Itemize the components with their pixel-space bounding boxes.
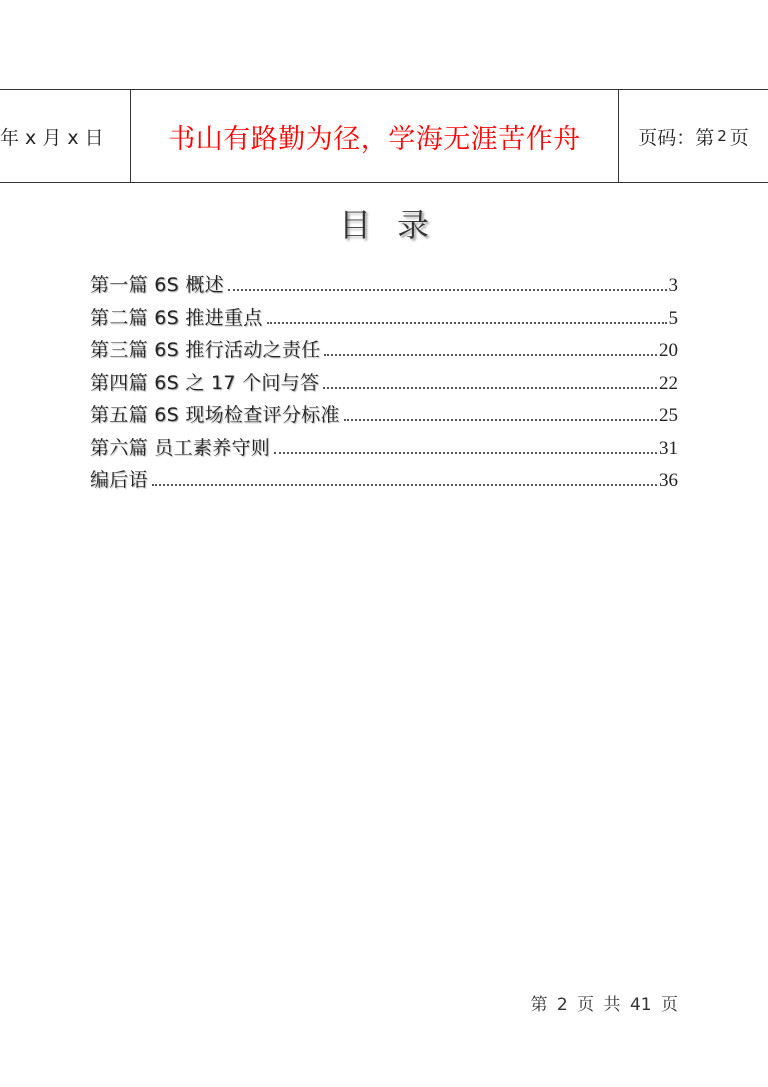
toc-leader-dots — [324, 354, 657, 356]
header-page-number — [619, 90, 768, 182]
toc-leader-dots — [323, 387, 657, 389]
page-number: 2 — [717, 127, 727, 145]
toc-title: 目录 — [338, 206, 455, 244]
toc-entry-label: 第五篇 6S 现场检查评分标准 — [90, 404, 340, 426]
header-date: 年 x 月 x 日 — [0, 90, 131, 182]
page-prefix: 页码：第 — [638, 126, 715, 149]
page-header — [0, 89, 768, 183]
table-of-contents — [90, 270, 678, 498]
toc-entry-page: 3 — [668, 275, 678, 296]
toc-entry-label: 编后语 — [90, 469, 148, 491]
toc-entry[interactable] — [90, 433, 678, 466]
toc-entry[interactable] — [90, 335, 678, 368]
toc-entry-label: 第四篇 6S 之 17 个问与答 — [90, 371, 320, 394]
toc-entry[interactable] — [90, 400, 678, 433]
toc-leader-dots — [344, 419, 657, 421]
toc-entry-label: 第三篇 6S 推行活动之责任 — [90, 339, 321, 361]
toc-entry-page: 36 — [659, 470, 678, 491]
toc-entry-page: 31 — [659, 437, 678, 459]
toc-entry-page: 22 — [659, 372, 678, 394]
toc-entry[interactable] — [90, 368, 678, 401]
page-suffix: 页 — [729, 126, 749, 149]
toc-entry[interactable] — [90, 465, 678, 498]
toc-leader-dots — [228, 289, 667, 291]
toc-entry-label: 第六篇 员工素养守则 — [90, 436, 271, 459]
toc-entry[interactable] — [90, 270, 678, 303]
header-motto: 书山有路勤为径，学海无涯苦作舟 — [131, 90, 619, 182]
toc-leader-dots — [267, 322, 667, 324]
toc-entry-page: 25 — [659, 405, 678, 426]
toc-leader-dots — [274, 452, 657, 454]
toc-entry-page: 5 — [668, 307, 678, 329]
toc-entry-label: 第一篇 6S 概述 — [90, 274, 224, 296]
toc-entry-label: 第二篇 6S 推进重点 — [90, 306, 263, 329]
toc-entry-page: 20 — [659, 340, 678, 361]
toc-entry[interactable] — [90, 303, 678, 336]
page-footer: 第 2 页 共 41 页 — [530, 995, 678, 1015]
toc-leader-dots — [152, 484, 657, 486]
